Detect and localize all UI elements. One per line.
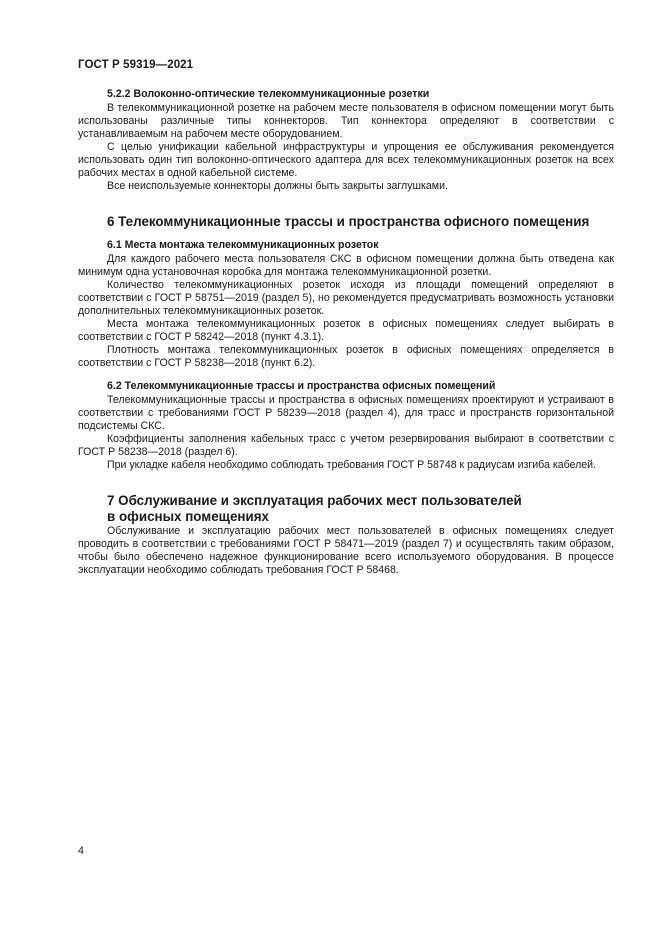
paragraph: Плотность монтажа телекоммуникационных розеток в офисных помещениях определяется в соответствии с ГОСТ Р 58238—2018 (пункт 6.2). (78, 344, 614, 369)
paragraph: Коэффициенты заполнения кабельных трасс с учетом резервирования выбирают в соответствии с ГОСТ Р 58238—2018 (раздел 6). (78, 433, 614, 458)
section-6-title: 6 Телекоммуникационные трассы и пространства офисного помещения (107, 214, 590, 229)
paragraph: При укладке кабеля необходимо соблюдать требования ГОСТ Р 58748 к радиусам изгиба кабелей. (107, 459, 597, 471)
paragraph: В телекоммуникационной розетке на рабочем месте пользователя в офисном помещении могут быть использованы различные типы коннекторов. Тип коннектора определяют в соответствии с устанавливаемым на рабочем месте оборудованием. (78, 102, 614, 140)
section-7-title-continued: в офисных помещениях (107, 509, 269, 524)
paragraph: Телекоммуникационные трассы и пространства в офисных помещениях проектируют и устраивают в соответствии с требованиями ГОСТ Р 58239—2018 (раздел 4), для трасс и пространств горизонтальной подсистемы СКС. (78, 394, 614, 432)
page-content (78, 88, 614, 577)
document-code: ГОСТ Р 59319—2021 (78, 59, 194, 71)
section-7-title: 7 Обслуживание и эксплуатация рабочих мест пользователей (107, 493, 522, 508)
paragraph: Количество телекоммуникационных розеток исходя из площади помещений определяют в соответствии с ГОСТ Р 58751—2019 (раздел 5), но рекомендуется предусматривать возможность установки дополнительных телекоммуникационных розеток. (78, 279, 614, 317)
paragraph: Места монтажа телекоммуникационных розеток в офисных помещениях следует выбирать в соответствии с ГОСТ Р 58242—2018 (пункт 4.3.1). (78, 318, 614, 343)
paragraph: Обслуживание и эксплуатацию рабочих мест пользователей в офисных помещениях следует проводить в соответствии с требованиями ГОСТ Р 58471—2019 (раздел 7) и осуществлять таким образом, чтобы было обеспечено надежное функционирование всего используемого оборудования. В процессе эксплуатации необходимо соблюдать требования ГОСТ Р 58468. (78, 525, 614, 576)
paragraph: С целью унификации кабельной инфраструктуры и упрощения ее обслуживания рекомендуется использовать один тип волоконно-оптического адаптера для всех телекоммуникационных розеток на всех рабочих местах в одной кабельной системе. (78, 141, 614, 179)
section-6-1-title: 6.1 Места монтажа телекоммуникационных розеток (107, 239, 379, 251)
section-6-2-title: 6.2 Телекоммуникационные трассы и пространства офисных помещений (107, 380, 496, 392)
page-number: 4 (78, 845, 84, 857)
paragraph: Для каждого рабочего места пользователя СКС в офисном помещении должна быть отведена как минимум одна установочная коробка для монтажа телекоммуникационной розетки. (78, 253, 614, 278)
section-5-2-2-title: 5.2.2 Волоконно-оптические телекоммуникационные розетки (107, 88, 430, 100)
paragraph: Все неиспользуемые коннекторы должны быть закрыты заглушками. (107, 180, 448, 192)
